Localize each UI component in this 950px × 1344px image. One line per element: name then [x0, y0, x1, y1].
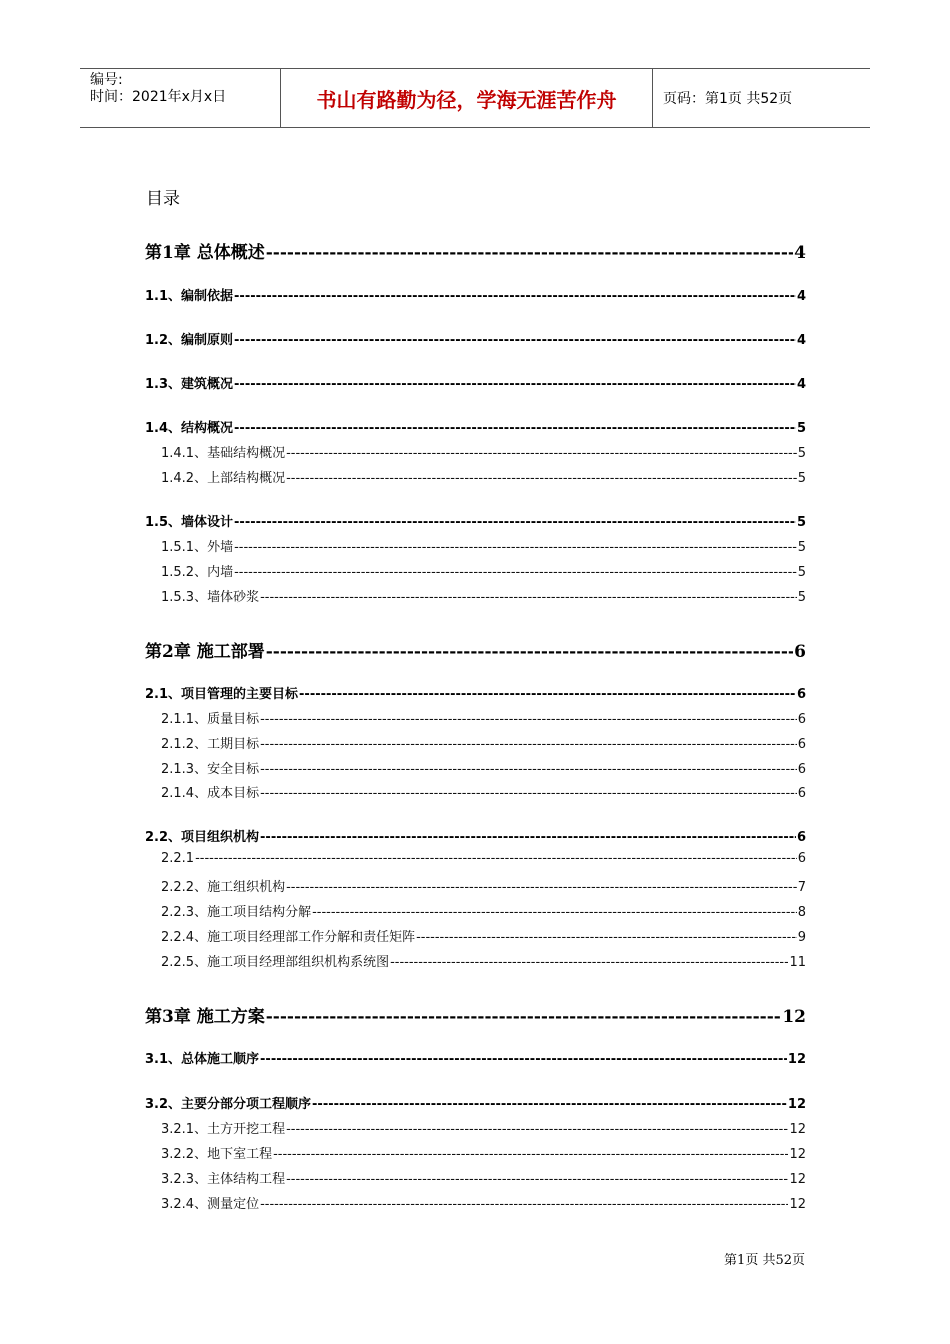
page-footer: 第1页 共52页	[724, 1253, 805, 1268]
toc-entry-label: 2.2.4、施工项目经理部工作分解和责任矩阵	[161, 930, 416, 944]
toc-entry-label: 1.4、结构概况	[145, 421, 234, 435]
toc-entry-chapter-3[interactable]	[145, 1002, 806, 1026]
toc-entry-label: 2.2.2、施工组织机构	[161, 880, 286, 894]
toc-entry[interactable]	[145, 1093, 806, 1111]
toc-entry[interactable]	[161, 876, 806, 894]
toc-entry[interactable]	[161, 733, 806, 751]
toc-entry-label: 第1章 总体概述	[145, 243, 265, 262]
toc-entry-label: 1.4.1、基础结构概况	[161, 446, 286, 460]
toc-entry[interactable]	[161, 467, 806, 485]
number-label: 编号:	[90, 72, 123, 88]
toc-entry-page: 5	[797, 590, 806, 604]
toc-entry-page: 5	[796, 421, 806, 435]
toc-entry[interactable]	[161, 901, 806, 919]
toc-entry[interactable]	[145, 683, 806, 701]
toc-entry-label: 第3章 施工方案	[145, 1007, 265, 1026]
toc-entry-label: 3.2.2、地下室工程	[161, 1147, 273, 1161]
toc-entry[interactable]	[145, 329, 806, 347]
toc-entry-page: 6	[796, 687, 806, 701]
toc-entry-page: 6	[794, 642, 806, 661]
toc-entry-chapter-2[interactable]	[145, 637, 806, 661]
toc-entry-label: 1.5.1、外墙	[161, 540, 234, 554]
toc-entry-label: 1.1、编制依据	[145, 289, 234, 303]
toc-entry-page: 7	[797, 880, 806, 894]
toc-entry-label: 2.1、项目管理的主要目标	[145, 687, 299, 701]
toc-entry[interactable]	[161, 758, 806, 776]
toc-entry-label: 3.2.1、土方开挖工程	[161, 1122, 286, 1136]
toc-entry-label: 第2章 施工部署	[145, 642, 265, 661]
toc-entry[interactable]	[161, 851, 806, 869]
toc-entry[interactable]	[161, 1118, 806, 1136]
toc-entry[interactable]	[161, 926, 806, 944]
toc-entry[interactable]	[161, 782, 806, 800]
toc-entry-label: 1.5.3、墙体砂浆	[161, 590, 260, 604]
toc-entry-label: 1.3、建筑概况	[145, 377, 234, 391]
toc-entry-page: 6	[797, 851, 806, 866]
toc-entry-label: 2.1.3、安全目标	[161, 762, 260, 776]
toc-entry[interactable]	[145, 417, 806, 435]
toc-entry-page: 5	[797, 446, 806, 460]
toc-entry-page: 12	[782, 1007, 806, 1026]
toc-entry-label: 1.5、墙体设计	[145, 515, 234, 529]
toc-entry-page: 5	[797, 471, 806, 485]
toc-entry-page: 6	[797, 762, 806, 776]
toc-entry-page: 5	[797, 565, 806, 579]
toc-entry-label: 3.1、总体施工顺序	[145, 1052, 260, 1066]
toc-entry-label: 2.2、项目组织机构	[145, 830, 260, 844]
toc-entry[interactable]	[145, 285, 806, 303]
toc-entry-page: 6	[797, 737, 806, 751]
header-meta	[80, 69, 281, 127]
toc-entry-label: 2.1.2、工期目标	[161, 737, 260, 751]
toc-entry-page: 5	[797, 540, 806, 554]
toc-entry[interactable]	[161, 561, 806, 579]
toc-entry[interactable]	[145, 826, 806, 844]
toc-entry[interactable]	[161, 951, 806, 969]
toc-entry-label: 2.1.4、成本目标	[161, 786, 260, 800]
toc-entry-page: 12	[787, 1052, 806, 1066]
toc-entry[interactable]	[161, 586, 806, 604]
toc-entry[interactable]	[145, 511, 806, 529]
toc-entry[interactable]	[161, 1168, 806, 1186]
toc-entry-page: 12	[789, 1147, 806, 1161]
toc-entry-page: 4	[796, 377, 806, 391]
toc-entry-page: 8	[797, 905, 806, 919]
toc-entry-page: 9	[797, 930, 806, 944]
toc-entry-label: 3.2、主要分部分项工程顺序	[145, 1097, 312, 1111]
toc-entry-page: 12	[789, 1122, 806, 1136]
header-motto: 书山有路勤为径，学海无涯苦作舟	[281, 69, 653, 127]
toc-title: 目录	[146, 189, 180, 209]
toc-entry-page: 4	[796, 333, 806, 347]
toc-entry[interactable]	[145, 1048, 806, 1066]
toc-entry-label: 2.2.3、施工项目结构分解	[161, 905, 312, 919]
toc-entry[interactable]	[161, 708, 806, 726]
toc-entry-chapter-1[interactable]	[145, 238, 806, 262]
toc-entry-page: 12	[787, 1097, 806, 1111]
toc-entry-page: 12	[789, 1172, 806, 1186]
toc-entry-label: 2.1.1、质量目标	[161, 712, 260, 726]
toc-entry[interactable]	[161, 536, 806, 554]
toc-entry-page: 11	[789, 955, 806, 969]
toc-entry-label: 2.2.1	[161, 851, 195, 866]
toc-entry-page: 6	[796, 830, 806, 844]
toc-entry[interactable]	[161, 1193, 806, 1211]
toc-entry-page: 6	[797, 712, 806, 726]
toc-entry-label: 3.2.3、主体结构工程	[161, 1172, 286, 1186]
toc-entry-label: 3.2.4、测量定位	[161, 1197, 260, 1211]
header-page-label: 页码：第1页 共52页	[663, 91, 793, 107]
toc-entry-page: 6	[797, 786, 806, 800]
toc-entry-page: 4	[796, 289, 806, 303]
toc-entry-label: 1.4.2、上部结构概况	[161, 471, 286, 485]
toc-entry-page: 12	[789, 1197, 806, 1211]
toc-entry-page: 5	[796, 515, 806, 529]
toc-entry[interactable]	[161, 442, 806, 460]
page-header	[80, 68, 870, 128]
toc-entry-label: 1.2、编制原则	[145, 333, 234, 347]
toc-entry-label: 2.2.5、施工项目经理部组织机构系统图	[161, 955, 390, 969]
date-label: 时间：2021年x月x日	[90, 89, 227, 105]
toc-entry-page: 4	[794, 243, 806, 262]
toc-entry[interactable]	[161, 1143, 806, 1161]
toc-entry[interactable]	[145, 373, 806, 391]
toc-entry-label: 1.5.2、内墙	[161, 565, 234, 579]
